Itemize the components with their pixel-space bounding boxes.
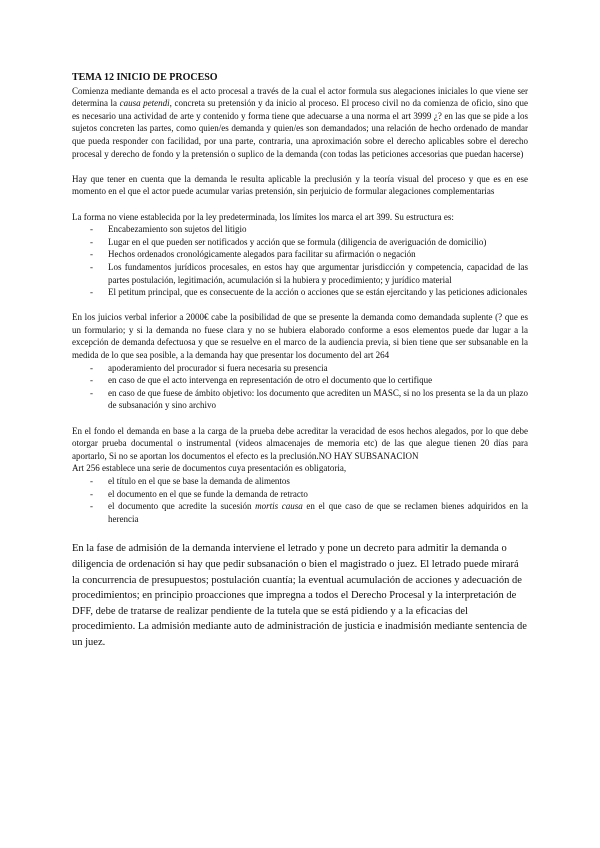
- list-item: - en caso de que fuese de ámbito objetivo: los documento que acrediten un MASC, si no los presenta se la da un plazo de subsanación y sino archivo: [72, 387, 528, 412]
- list-item: [72, 500, 528, 525]
- list-item: - Hechos ordenados cronológicamente alegados para facilitar su afirmación o negación: [72, 248, 528, 261]
- list-item: - el documento en el que se funde la demanda de retracto: [72, 488, 528, 501]
- list-item: - El petitum principal, que es consecuente de la acción o acciones que se están ejercitando y las peticiones adicionales: [72, 286, 528, 299]
- paragraph-structure-intro: La forma no viene establecida por la ley predeterminada, los límites los marca el art 399. Su estructura es:: [72, 211, 454, 222]
- italic-term: mortis causa: [255, 501, 303, 512]
- list-item: - Los fundamentos jurídicos procesales, en estos hay que argumentar jurisdicción y competencia, capacidad de las partes postulación, legitimación, acumulación si la hubiera y procedimiento; y jurídico material: [72, 261, 528, 286]
- list-item: - apoderamiento del procurador si fuera necesaria su presencia: [72, 362, 528, 375]
- document-body: [72, 72, 528, 651]
- paragraph-preclusion: Hay que tener en cuenta que la demanda le resulta aplicable la preclusión y la teoría visual del proceso y que es en ese momento en el que el actor puede acumular varias pretensión, sin perjuicio de formular alegaciones complementarias: [72, 173, 528, 197]
- mandatory-documents-list: [72, 475, 528, 525]
- list-item: - en caso de que el acto intervenga en representación de otro el documento que lo certifique: [72, 374, 528, 387]
- italic-term: causa petendi: [119, 98, 170, 109]
- paragraph-admission: En la fase de admisión de la demanda interviene el letrado y pone un decreto para admitir la demanda o diligencia de ordenación si hay que pedir subsanación o bien el magistrado o juez. El letrado puede mirará la concurrencia de presupuestos; postulación cuantía; la eventual acumulación de acciones y adecuación de procedimientos; en principio proacciones que impregna a todos el Derecho Procesal y la interpretación de DFF, debe de tratarse de realizar pendiente de la tutela que se está pidiendo y a la eficacias del procedimiento. La admisión mediante auto de administración de justicia e inadmisión mediante sentencia de un juez.: [72, 543, 527, 648]
- text-run: , concreta su pretensión y da inicio al proceso. El proceso civil no da comienza de oficio, sino que es necesario una actividad de arte y contenido y forma tiene que adecuarse a una norma el art 3999 ¿? en las que se pide a los sujetos concreten las partes, como quien/es demanda y quien/es son demandados; una relación de hecho ordenado de mandar que pueda responder con facilidad, por una parte, contraria, una aproximación sobre el derecho aplicables sobre el derecho procesal y derecho de fondo y la pretensión o suplico de la demanda (con todas las peticiones accesorias que puedan hacerse): [72, 98, 528, 159]
- list-item: - Lugar en el que pueden ser notificados y acción que se formula (diligencia de averiguación de domicilio): [72, 236, 528, 249]
- list-item: - Encabezamiento son sujetos del litigio: [72, 223, 528, 236]
- documents-list: [72, 362, 528, 412]
- structure-list: [72, 223, 528, 299]
- paragraph-evidence: En el fondo el demanda en base a la carga de la prueba debe acreditar la veracidad de esos hechos alegados, por lo que debe otorgar prueba documental o instrumental (videos almacenajes de memoria etc) de las que alegue tienen 20 días para aportarlo, Si no se aportan los documentos el efecto es la preclusión.NO HAY SUBSANACION: [72, 425, 528, 461]
- paragraph-intro: [72, 85, 528, 161]
- paragraph-verbal: En los juicios verbal inferior a 2000€ cabe la posibilidad de que se presente la demanda como demandada suplente (? que es un formulario; y si la demanda no fuese clara y no se hubiera elaborado conforme a esos elementos puede dar lugar a la excepción de demanda defectuosa y que se resuelve en el marco de la audiencia previa, si bien tiene que ser subsanable en la medida de lo que sea posible, a la demanda hay que presentar los documento del art 264: [72, 312, 528, 361]
- text-run: Comienza mediante demanda es el acto procesal a través de la cual el actor formula sus alegaciones iniciales lo que viene ser determina la: [72, 85, 528, 109]
- text-run: el documento que acredite la sucesión: [108, 501, 256, 512]
- paragraph-art-256: Art 256 establece una serie de documentos cuya presentación es obligatoria,: [72, 463, 347, 474]
- list-item: - el título en el que se base la demanda de alimentos: [72, 475, 528, 488]
- document-title: TEMA 12 INICIO DE PROCESO: [72, 72, 218, 83]
- text-run: en el que caso de que se reclamen bienes adquiridos en la herencia: [108, 501, 528, 524]
